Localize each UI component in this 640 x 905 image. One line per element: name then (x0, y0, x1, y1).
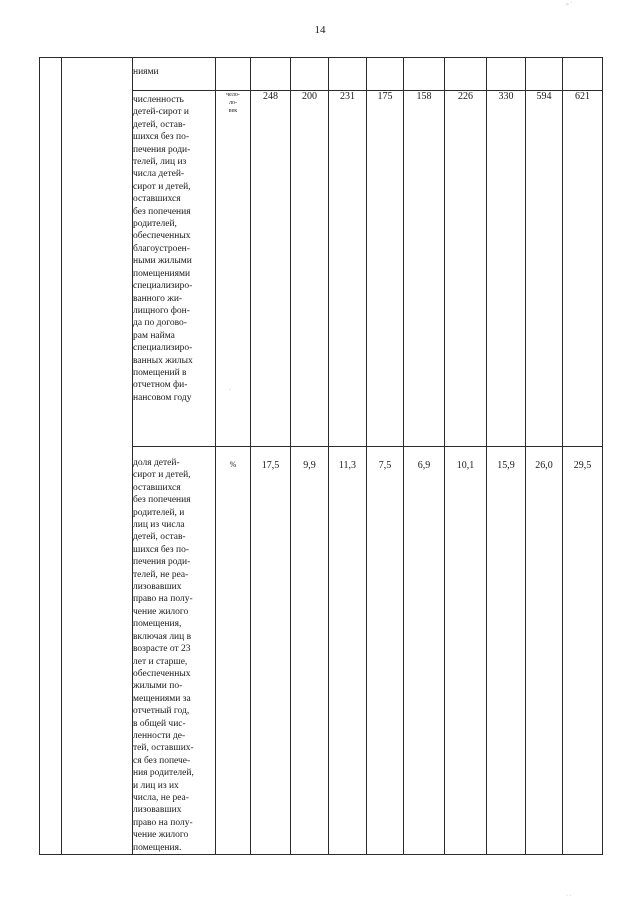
value-cell (526, 58, 563, 91)
value-cell: 175 (367, 91, 404, 447)
description-line: право на полу- (133, 817, 193, 828)
description-line: лет и старше, (133, 656, 188, 667)
description-line: сирот и детей, (133, 470, 191, 481)
description-line: обеспеченных (133, 668, 191, 679)
description-line: родителей, и (133, 507, 185, 518)
description-line: помещения. (133, 842, 182, 853)
value-cell: 10,1 (445, 447, 487, 855)
description-line: доля детей- (133, 458, 180, 468)
unit-line: % (229, 460, 237, 469)
description-line: отчетный год, (133, 706, 190, 717)
description-line: лиц из числа (133, 520, 185, 531)
value-cell (329, 58, 367, 91)
description-line: числа, не реа- (133, 792, 189, 803)
value-cell (445, 58, 487, 91)
value-cell: 594 (526, 91, 563, 447)
indicator-description (133, 447, 216, 855)
description-line: ленности де- (133, 730, 186, 741)
corner-mark-top: „ · (566, 0, 573, 6)
description-line: нансовом году (133, 392, 192, 403)
description-line: отчетном фи- (133, 380, 188, 391)
description-line: да по догово- (133, 318, 187, 329)
unit-line: век (228, 108, 238, 114)
description-line: жилыми по- (133, 681, 183, 692)
value-cell: 15,9 (487, 447, 526, 855)
value-cell (367, 58, 404, 91)
description-line: детей, остав- (133, 532, 186, 543)
description-line: чение жилого (133, 830, 189, 841)
description-line: включая лиц в (133, 631, 192, 642)
description-line: печения роди- (133, 557, 191, 568)
description-line: возрасте от 23 (133, 644, 191, 655)
description-line: родителей, (133, 219, 177, 230)
value-cell: 11,3 (329, 447, 367, 855)
description-line: обеспеченных (133, 231, 191, 242)
unit-cell (216, 58, 251, 91)
description-line: числа детей- (133, 169, 185, 180)
description-line: чение жилого (133, 606, 189, 617)
description-line: печения роди- (133, 144, 191, 155)
value-cell (291, 58, 329, 91)
description-line: помещений в (133, 367, 187, 378)
corner-mark-bottom: · · (566, 893, 572, 899)
value-cell: 7,5 (367, 447, 404, 855)
value-cell: 621 (563, 91, 603, 447)
description-line: оставшихся (133, 482, 181, 493)
value-cell: 248 (251, 91, 291, 447)
value-cell: 6,9 (404, 447, 445, 855)
description-line: специализиро- (133, 343, 193, 354)
description-line: специализиро- (133, 281, 193, 292)
blank-cell-a (40, 58, 62, 855)
value-cell: 26,0 (526, 447, 563, 855)
table-row (40, 58, 603, 91)
value-cell: 29,5 (563, 447, 603, 855)
description-line: помещения, (133, 619, 182, 630)
description-line: оставшихся (133, 194, 181, 205)
unit-line: ло- (229, 100, 237, 106)
description-line: ванных жилых (133, 355, 193, 366)
value-cell: 17,5 (251, 447, 291, 855)
description-line: детей, остав- (133, 119, 186, 130)
value-cell: 226 (445, 91, 487, 447)
description-line: телей, не реа- (133, 569, 189, 580)
description-line: и лиц из их (133, 780, 179, 791)
value-cell (487, 58, 526, 91)
value-cell (563, 58, 603, 91)
description-line: детей-сирот и (133, 107, 189, 118)
description-line: лищного фон- (133, 305, 190, 316)
indicator-description (133, 91, 216, 447)
value-cell: 330 (487, 91, 526, 447)
description-line: помещениями (133, 268, 191, 279)
description-line: ванного жи- (133, 293, 183, 304)
indicator-table (39, 57, 603, 855)
description-line: ния родителей, (133, 768, 194, 779)
value-cell: 158 (404, 91, 445, 447)
description-line: шихся без по- (133, 132, 190, 143)
description-line: без попечения (133, 495, 191, 506)
page-number: 14 (314, 24, 326, 36)
value-cell (251, 58, 291, 91)
indicator-description (133, 58, 216, 91)
value-cell: 9,9 (291, 447, 329, 855)
value-cell: 231 (329, 91, 367, 447)
description-line: без попечения (133, 206, 191, 217)
description-line: ными жилыми (133, 256, 192, 267)
unit-line: чело- (226, 92, 240, 98)
description-line: телей, лиц из (133, 157, 187, 168)
stray-mark: · (229, 387, 231, 393)
unit-cell (216, 91, 251, 447)
description-line: ся без попече- (133, 755, 191, 766)
description-line: сирот и детей, (133, 181, 191, 192)
description-line: численность (133, 95, 184, 105)
blank-cell-b (62, 58, 133, 855)
description-line: лизовавших (133, 582, 182, 593)
description-line: шихся без по- (133, 544, 190, 555)
description-line: мещениями за (133, 693, 191, 704)
description-line: рам найма (133, 330, 175, 341)
description-line: право на полу- (133, 594, 193, 605)
description-line: в общей чис- (133, 718, 186, 729)
description-line: тей, оставших- (133, 743, 194, 754)
table-body (40, 58, 603, 855)
description-line: лизовавших (133, 805, 182, 816)
description-line: благоустроен- (133, 243, 190, 254)
value-cell: 200 (291, 91, 329, 447)
description-line: ниями (133, 67, 159, 77)
value-cell (404, 58, 445, 91)
unit-cell (216, 447, 251, 855)
